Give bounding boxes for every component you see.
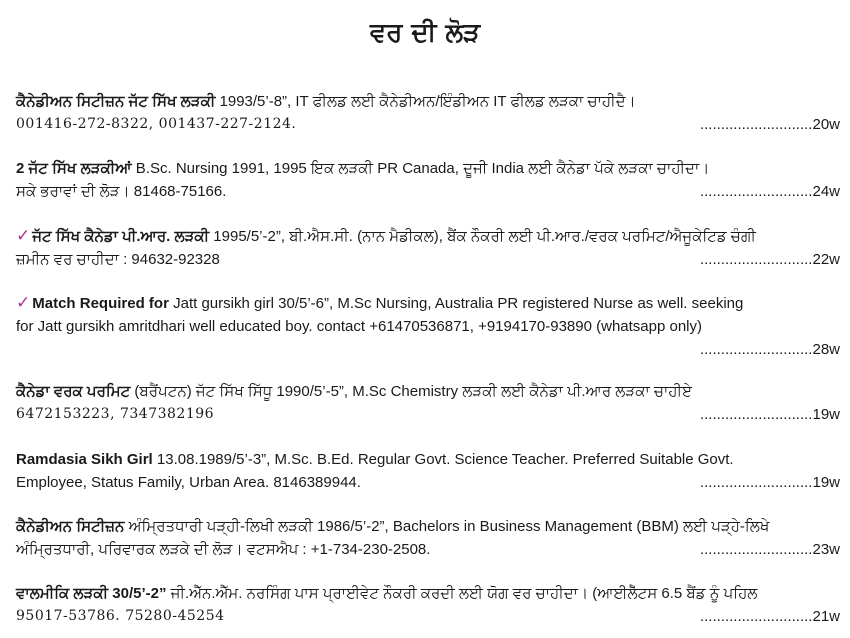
ad-line-1 [16,380,840,403]
ad-line-2 [16,403,840,426]
ad-code: ...........................21w [699,608,840,625]
ad-line-2 [16,315,840,338]
ad-line-3 [16,338,840,361]
ad-line-2 [16,248,840,271]
classified-ad [16,515,840,561]
ad-text: 1995/5’-2”, ਬੀ.ਐਸ.ਸੀ. (ਨਾਨ ਮੈਡੀਕਲ), ਬੈਂਕ ਨੌਕਰੀ ਲਈ ਪੀ.ਆਰ./ਵਰਕ ਪਰਮਿਟ/ਐਜੂਕੇਟਿਡ ਚੰਗੀ [209,228,756,245]
ad-contact: Employee, Status Family, Urban Area. 8146389944. [16,474,361,491]
ad-code: ...........................28w [699,341,840,358]
classified-ad [16,380,840,426]
ad-text: (ਬਰੈਂਪਟਨ) ਜੱਟ ਸਿੱਖ ਸਿੱਧੂ 1990/5’-5”, M.Sc Chemistry ਲੜਕੀ ਲਈ ਕੈਨੇਡਾ ਪੀ.ਆਰ ਲੜਕਾ ਚਾਹੀਏ [130,383,693,400]
ad-text: 13.08.1989/5’-3”, M.Sc. B.Ed. Regular Govt. Science Teacher. Preferred Suitable Govt. [152,451,734,468]
ad-line-1 [16,90,840,113]
ad-line-2 [16,113,840,136]
ad-contact: 6472153223, 7347382196 [16,406,215,422]
ad-lead: Match Required for [32,295,169,312]
ad-line-1 [16,515,840,538]
classified-ad [16,90,840,136]
checkmark-icon: ✓ [16,293,31,312]
ad-line-2 [16,180,840,203]
classified-ad [16,582,840,628]
ad-line-2 [16,538,840,561]
ad-code: ...........................22w [699,251,840,268]
ad-contact: for Jatt gursikh amritdhari well educated boy. contact +61470536871, +9194170-93890 (whatsapp only) [16,318,703,335]
ad-lead: ਕੈਨੇਡੀਅਨ ਸਿਟੀਜ਼ਨ ਜੱਟ ਸਿੱਖ ਲੜਕੀ [16,93,216,110]
classified-ad [16,224,840,271]
ad-line-1 [16,448,840,471]
classified-ad [16,291,840,361]
ad-line-1 [16,291,840,315]
ad-lead: ਕੈਨੇਡੀਅਨ ਸਿਟੀਜ਼ਨ [16,518,125,535]
classified-ad [16,448,840,494]
ad-contact: ਜ਼ਮੀਨ ਵਰ ਚਾਹੀਦਾ : 94632-92328 [16,251,220,268]
ad-contact: ਅੰਮ੍ਰਿਤਧਾਰੀ, ਪਰਿਵਾਰਕ ਲੜਕੇ ਦੀ ਲੋੜ। ਵਟਸਐਪ : +1-734-230-2508. [16,541,431,558]
ad-line-1 [16,224,840,248]
ad-code: ...........................24w [699,183,840,200]
ad-contact: 001416-272-8322, 001437-227-2124. [16,116,297,132]
ad-code: ...........................19w [699,474,840,491]
ad-contact: ਸਕੇ ਭਰਾਵਾਂ ਦੀ ਲੋੜ। 81468-75166. [16,183,227,200]
ad-line-1 [16,582,840,605]
ad-code: ...........................20w [699,116,840,133]
ad-code: ...........................19w [699,406,840,423]
checkmark-icon: ✓ [16,226,31,245]
page-title: ਵਰ ਦੀ ਲੋੜ [369,18,481,48]
ad-lead: ਵਾਲਮੀਕਿ ਲੜਕੀ 30/5’-2” [16,585,167,602]
ad-contact: 95017-53786. 75280-45254 [16,608,225,624]
classified-ad [16,157,840,203]
ad-lead: ਕੈਨੇਡਾ ਵਰਕ ਪਰਮਿਟ [16,383,131,400]
ad-text: B.Sc. Nursing 1991, 1995 ਇਕ ਲੜਕੀ PR Canada, ਦੂਜੀ India ਲਈ ਕੈਨੇਡਾ ਪੱਕੇ ਲੜਕਾ ਚਾਹੀਦਾ। [131,160,710,177]
ad-line-2 [16,471,840,494]
ad-line-2 [16,605,840,628]
ad-text: Jatt gursikh girl 30/5’-6”, M.Sc Nursing, Australia PR registered Nurse as well. seeking [168,295,744,312]
ad-text: ਅੰਮ੍ਰਿਤਧਾਰੀ ਪੜ੍ਹੀ-ਲਿਖੀ ਲੜਕੀ 1986/5’-2”, Bachelors in Business Management (BBM) ਲਈ ਪੜ੍ਹੇ-ਲਿਖੇ [124,518,770,535]
ad-text: ਜੀ.ਐੱਨ.ਐੱਮ. ਨਰਸਿੰਗ ਪਾਸ ਪ੍ਰਾਈਵੇਟ ਨੌਕਰੀ ਕਰਦੀ ਲਈ ਯੋਗ ਵਰ ਚਾਹੀਦਾ। (ਆਈਲੈੱਟਸ 6.5 ਬੈਂਡ ਨੂੰ ਪਹਿਲ [166,585,758,602]
ad-lead: 2 ਜੱਟ ਸਿੱਖ ਲੜਕੀਆਂ [16,160,132,177]
ad-lead: ਜੱਟ ਸਿੱਖ ਕੈਨੇਡਾ ਪੀ.ਆਰ. ਲੜਕੀ [32,228,210,245]
ad-text: 1993/5’-8”, IT ਫੀਲਡ ਲਈ ਕੈਨੇਡੀਅਨ/ਇੰਡੀਅਨ IT ਫੀਲਡ ਲੜਕਾ ਚਾਹੀਦੈ। [215,93,636,110]
ad-code: ...........................23w [699,541,840,558]
ad-line-1 [16,157,840,180]
ad-lead: Ramdasia Sikh Girl [16,451,153,468]
